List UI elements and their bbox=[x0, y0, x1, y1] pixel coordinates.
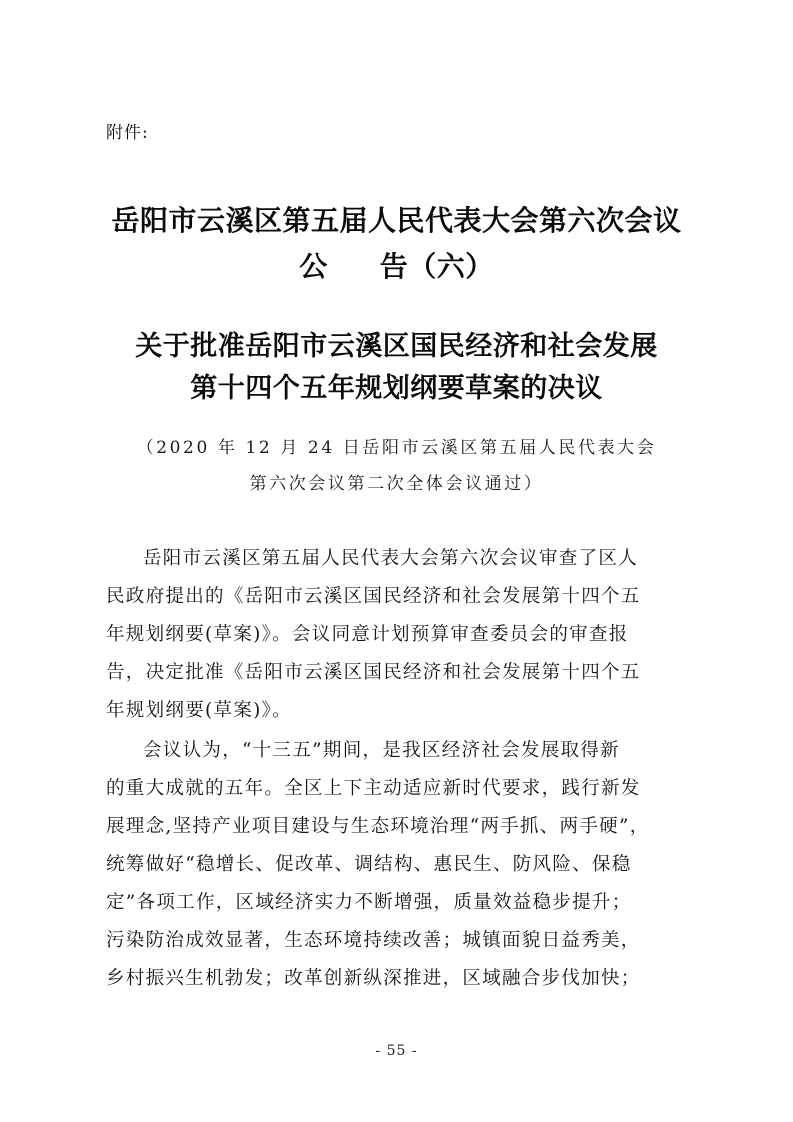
announcement-title-word-a: 公 bbox=[299, 250, 328, 283]
resolution-title-line2: 第十四个五年规划纲要草案的决议 bbox=[190, 373, 603, 404]
body-line: 污染防治成效显著，生态环境持续改善；城镇面貌日益秀美， bbox=[106, 930, 641, 951]
attachment-label: 附件: bbox=[106, 123, 149, 143]
adoption-note-line2: 第六次会议第二次全体会议通过） bbox=[249, 474, 544, 494]
body-line: 民政府提出的《岳阳市云溪区国民经济和社会发展第十四个五 bbox=[106, 586, 641, 607]
announcement-title-word-b: 告（六） bbox=[379, 250, 494, 283]
body-line: 统筹做好“稳增长、促改革、调结构、惠民生、防风险、保稳 bbox=[106, 854, 632, 875]
body-line: 告，决定批准《岳阳市云溪区国民经济和社会发展第十四个五 bbox=[106, 662, 641, 683]
body-line: 的重大成就的五年。全区上下主动适应新时代要求，践行新发 bbox=[106, 778, 641, 799]
announcement-title-line1: 岳阳市云溪区第五届人民代表大会第六次会议 bbox=[111, 204, 682, 237]
resolution-title-line1: 关于批准岳阳市云溪区国民经济和社会发展 bbox=[135, 331, 658, 362]
body-line: 乡村振兴生机勃发；改革创新纵深推进，区域融合步伐加快； bbox=[106, 968, 641, 989]
body-line: 年规划纲要(草案)》。 bbox=[106, 700, 292, 721]
body-line: 展理念,坚持产业项目建设与生态环境治理“两手抓、两手硬”， bbox=[106, 816, 650, 837]
page-number: - 55 - bbox=[375, 1043, 418, 1059]
body-line: 年规划纲要(草案)》。会议同意计划预算审查委员会的审查报 bbox=[106, 624, 629, 645]
body-line: 会议认为，“十三五”期间，是我区经济社会发展取得新 bbox=[143, 740, 620, 761]
announcement-title-line2 bbox=[0, 245, 793, 285]
body-line: 定”各项工作，区域经济实力不断增强，质量效益稳步提升； bbox=[106, 892, 632, 913]
adoption-note-line1: （2020 年 12 月 24 日岳阳市云溪区第五届人民代表大会 bbox=[136, 438, 657, 458]
body-line: 岳阳市云溪区第五届人民代表大会第六次会议审查了区人 bbox=[143, 548, 639, 569]
